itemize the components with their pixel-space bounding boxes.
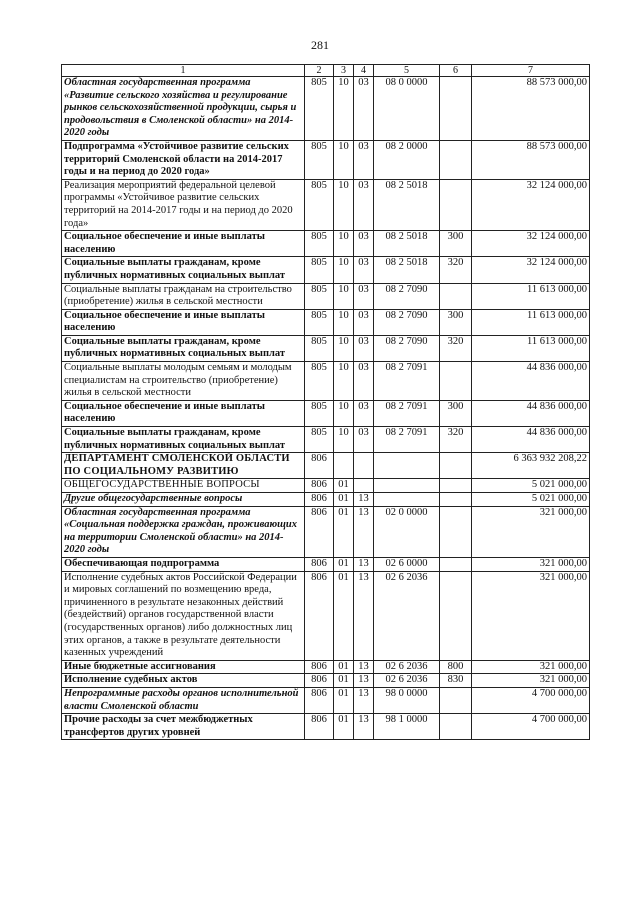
column-number-header: 6 — [440, 65, 472, 77]
amount-cell: 11 613 000,00 — [472, 335, 590, 361]
amount-cell: 4 700 000,00 — [472, 714, 590, 740]
row-name-cell: Исполнение судебных актов Российской Федерации и мировых соглашений по возмещению вреда, причиненного в результате незаконных действий (бездействий) органов государственной власти (государственных органов) либо должностных лиц этих органов, а также в результате деятельности казенных учреждений — [62, 571, 305, 660]
row-name-cell: Социальные выплаты молодым семьям и молодым специалистам на строительство (приобретение) жилья в сельской местности — [62, 362, 305, 401]
table-row — [62, 257, 590, 283]
table-row — [62, 479, 590, 493]
row-name-cell: Реализация мероприятий федеральной целевой программы «Устойчивое развитие сельских территорий на 2014-2017 годы и на период до 2020 года» — [62, 179, 305, 230]
expense-type-cell — [440, 453, 472, 479]
amount-cell: 88 573 000,00 — [472, 140, 590, 179]
ministry-code-cell: 806 — [305, 557, 334, 571]
row-name-cell: ДЕПАРТАМЕНТ СМОЛЕНСКОЙ ОБЛАСТИ ПО СОЦИАЛЬНОМУ РАЗВИТИЮ — [62, 453, 305, 479]
section-code-cell: 10 — [334, 427, 354, 453]
ministry-code-cell: 805 — [305, 77, 334, 141]
row-name-cell: Другие общегосударственные вопросы — [62, 493, 305, 507]
ministry-code-cell: 805 — [305, 362, 334, 401]
ministry-code-cell: 805 — [305, 257, 334, 283]
subsection-code-cell: 03 — [354, 362, 374, 401]
column-number-header: 4 — [354, 65, 374, 77]
ministry-code-cell: 805 — [305, 335, 334, 361]
ministry-code-cell: 806 — [305, 674, 334, 688]
expense-type-cell: 300 — [440, 309, 472, 335]
section-code-cell: 10 — [334, 179, 354, 230]
expense-type-cell — [440, 557, 472, 571]
section-code-cell: 10 — [334, 309, 354, 335]
expense-type-cell: 320 — [440, 427, 472, 453]
row-name-cell: Прочие расходы за счет межбюджетных трансфертов других уровней — [62, 714, 305, 740]
table-row — [62, 660, 590, 674]
subsection-code-cell: 13 — [354, 660, 374, 674]
table-row — [62, 714, 590, 740]
expense-type-cell — [440, 687, 472, 713]
section-code-cell: 10 — [334, 231, 354, 257]
expense-type-cell — [440, 506, 472, 557]
section-code-cell: 01 — [334, 506, 354, 557]
ministry-code-cell: 806 — [305, 479, 334, 493]
section-code-cell: 10 — [334, 77, 354, 141]
row-name-cell: ОБЩЕГОСУДАРСТВЕННЫЕ ВОПРОСЫ — [62, 479, 305, 493]
expense-type-cell: 300 — [440, 231, 472, 257]
row-name-cell: Исполнение судебных актов — [62, 674, 305, 688]
expense-type-cell: 300 — [440, 400, 472, 426]
ministry-code-cell: 805 — [305, 179, 334, 230]
target-article-cell: 02 0 0000 — [374, 506, 440, 557]
column-number-header: 5 — [374, 65, 440, 77]
table-row — [62, 453, 590, 479]
amount-cell: 32 124 000,00 — [472, 231, 590, 257]
amount-cell: 44 836 000,00 — [472, 427, 590, 453]
section-code-cell — [334, 453, 354, 479]
expense-type-cell — [440, 283, 472, 309]
expense-type-cell — [440, 179, 472, 230]
section-code-cell: 10 — [334, 400, 354, 426]
expense-type-cell: 320 — [440, 257, 472, 283]
subsection-code-cell: 03 — [354, 309, 374, 335]
ministry-code-cell: 805 — [305, 283, 334, 309]
row-name-cell: Социальное обеспечение и иные выплаты населению — [62, 231, 305, 257]
section-code-cell: 01 — [334, 674, 354, 688]
expense-type-cell — [440, 714, 472, 740]
section-code-cell: 10 — [334, 335, 354, 361]
target-article-cell: 02 6 0000 — [374, 557, 440, 571]
row-name-cell: Социальные выплаты гражданам на строительство (приобретение) жилья в сельской местности — [62, 283, 305, 309]
subsection-code-cell: 13 — [354, 674, 374, 688]
column-number-header: 2 — [305, 65, 334, 77]
subsection-code-cell: 03 — [354, 179, 374, 230]
amount-cell: 32 124 000,00 — [472, 179, 590, 230]
subsection-code-cell: 03 — [354, 140, 374, 179]
page-number: 281 — [311, 38, 329, 52]
table-row — [62, 557, 590, 571]
subsection-code-cell: 13 — [354, 493, 374, 507]
section-code-cell: 01 — [334, 557, 354, 571]
target-article-cell: 08 2 5018 — [374, 179, 440, 230]
amount-cell: 5 021 000,00 — [472, 493, 590, 507]
section-code-cell: 10 — [334, 140, 354, 179]
target-article-cell: 02 6 2036 — [374, 674, 440, 688]
section-code-cell: 01 — [334, 660, 354, 674]
ministry-code-cell: 805 — [305, 140, 334, 179]
section-code-cell: 01 — [334, 479, 354, 493]
amount-cell: 44 836 000,00 — [472, 362, 590, 401]
column-number-header: 3 — [334, 65, 354, 77]
ministry-code-cell: 806 — [305, 493, 334, 507]
table-row — [62, 335, 590, 361]
section-code-cell: 01 — [334, 714, 354, 740]
row-name-cell: Областная государственная программа «Развитие сельского хозяйства и регулирование рынков сельскохозяйственной продукции, сырья и продовольствия в Смоленской области» на 2014-2020 годы — [62, 77, 305, 141]
table-row — [62, 179, 590, 230]
ministry-code-cell: 805 — [305, 400, 334, 426]
row-name-cell: Обеспечивающая подпрограмма — [62, 557, 305, 571]
row-name-cell: Социальное обеспечение и иные выплаты населению — [62, 309, 305, 335]
expense-type-cell — [440, 493, 472, 507]
expense-type-cell — [440, 479, 472, 493]
amount-cell: 11 613 000,00 — [472, 309, 590, 335]
section-code-cell: 10 — [334, 257, 354, 283]
column-number-header: 1 — [62, 65, 305, 77]
amount-cell: 5 021 000,00 — [472, 479, 590, 493]
target-article-cell: 98 0 0000 — [374, 687, 440, 713]
row-name-cell: Социальные выплаты гражданам, кроме публичных нормативных социальных выплат — [62, 257, 305, 283]
target-article-cell: 08 0 0000 — [374, 77, 440, 141]
expense-type-cell: 830 — [440, 674, 472, 688]
subsection-code-cell: 03 — [354, 283, 374, 309]
ministry-code-cell: 805 — [305, 309, 334, 335]
target-article-cell: 08 2 7091 — [374, 427, 440, 453]
subsection-code-cell: 03 — [354, 231, 374, 257]
ministry-code-cell: 806 — [305, 660, 334, 674]
amount-cell: 321 000,00 — [472, 557, 590, 571]
subsection-code-cell: 13 — [354, 714, 374, 740]
target-article-cell: 02 6 2036 — [374, 571, 440, 660]
ministry-code-cell: 805 — [305, 231, 334, 257]
subsection-code-cell: 03 — [354, 77, 374, 141]
row-name-cell: Социальное обеспечение и иные выплаты населению — [62, 400, 305, 426]
row-name-cell: Непрограммные расходы органов исполнительной власти Смоленской области — [62, 687, 305, 713]
table-row — [62, 687, 590, 713]
amount-cell: 321 000,00 — [472, 660, 590, 674]
section-code-cell: 01 — [334, 571, 354, 660]
table-row — [62, 571, 590, 660]
target-article-cell — [374, 493, 440, 507]
table-row — [62, 427, 590, 453]
subsection-code-cell: 13 — [354, 506, 374, 557]
subsection-code-cell: 03 — [354, 400, 374, 426]
amount-cell: 321 000,00 — [472, 674, 590, 688]
subsection-code-cell: 13 — [354, 557, 374, 571]
table-row — [62, 493, 590, 507]
target-article-cell: 08 2 7090 — [374, 283, 440, 309]
expense-type-cell — [440, 77, 472, 141]
ministry-code-cell: 806 — [305, 714, 334, 740]
section-code-cell: 10 — [334, 362, 354, 401]
expense-type-cell — [440, 140, 472, 179]
section-code-cell: 01 — [334, 493, 354, 507]
ministry-code-cell: 806 — [305, 687, 334, 713]
target-article-cell: 98 1 0000 — [374, 714, 440, 740]
expense-type-cell: 800 — [440, 660, 472, 674]
table-row — [62, 140, 590, 179]
ministry-code-cell: 805 — [305, 427, 334, 453]
amount-cell: 88 573 000,00 — [472, 77, 590, 141]
target-article-cell — [374, 453, 440, 479]
table-row — [62, 309, 590, 335]
subsection-code-cell — [354, 479, 374, 493]
amount-cell: 32 124 000,00 — [472, 257, 590, 283]
expense-type-cell — [440, 362, 472, 401]
subsection-code-cell: 03 — [354, 335, 374, 361]
ministry-code-cell: 806 — [305, 506, 334, 557]
amount-cell: 44 836 000,00 — [472, 400, 590, 426]
amount-cell: 11 613 000,00 — [472, 283, 590, 309]
table-row — [62, 231, 590, 257]
table-header-row — [62, 65, 590, 77]
row-name-cell: Иные бюджетные ассигнования — [62, 660, 305, 674]
expense-type-cell: 320 — [440, 335, 472, 361]
expense-type-cell — [440, 571, 472, 660]
subsection-code-cell: 13 — [354, 687, 374, 713]
table-row — [62, 362, 590, 401]
target-article-cell: 08 2 0000 — [374, 140, 440, 179]
column-number-header: 7 — [472, 65, 590, 77]
amount-cell: 6 363 932 208,22 — [472, 453, 590, 479]
ministry-code-cell: 806 — [305, 571, 334, 660]
amount-cell: 4 700 000,00 — [472, 687, 590, 713]
section-code-cell: 10 — [334, 283, 354, 309]
amount-cell: 321 000,00 — [472, 506, 590, 557]
table-row — [62, 506, 590, 557]
table-row — [62, 77, 590, 141]
subsection-code-cell — [354, 453, 374, 479]
table-row — [62, 674, 590, 688]
table-row — [62, 400, 590, 426]
target-article-cell: 08 2 7091 — [374, 362, 440, 401]
table-row — [62, 283, 590, 309]
subsection-code-cell: 13 — [354, 571, 374, 660]
target-article-cell: 08 2 7090 — [374, 309, 440, 335]
subsection-code-cell: 03 — [354, 427, 374, 453]
subsection-code-cell: 03 — [354, 257, 374, 283]
target-article-cell: 08 2 7091 — [374, 400, 440, 426]
section-code-cell: 01 — [334, 687, 354, 713]
target-article-cell: 08 2 7090 — [374, 335, 440, 361]
budget-table — [61, 64, 590, 740]
target-article-cell — [374, 479, 440, 493]
row-name-cell: Областная государственная программа «Социальная поддержка граждан, проживающих на территории Смоленской области» на 2014-2020 годы — [62, 506, 305, 557]
amount-cell: 321 000,00 — [472, 571, 590, 660]
row-name-cell: Подпрограмма «Устойчивое развитие сельских территорий Смоленской области на 2014-2017 годы и на период до 2020 года» — [62, 140, 305, 179]
target-article-cell: 08 2 5018 — [374, 257, 440, 283]
ministry-code-cell: 806 — [305, 453, 334, 479]
row-name-cell: Социальные выплаты гражданам, кроме публичных нормативных социальных выплат — [62, 335, 305, 361]
target-article-cell: 02 6 2036 — [374, 660, 440, 674]
row-name-cell: Социальные выплаты гражданам, кроме публичных нормативных социальных выплат — [62, 427, 305, 453]
target-article-cell: 08 2 5018 — [374, 231, 440, 257]
